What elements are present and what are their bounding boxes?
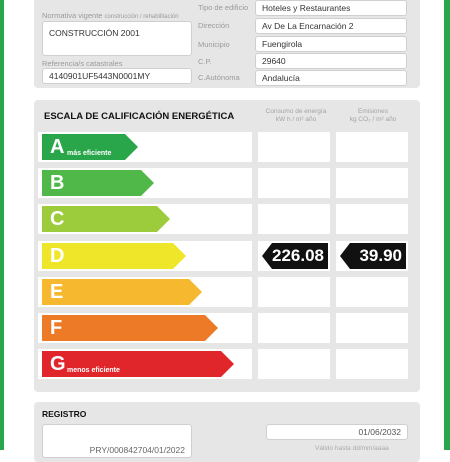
consumo-header [258,108,334,124]
registro-number-field [42,424,192,458]
registro-date-value: 01/06/2032 [358,427,401,437]
emisiones-cell-c [336,204,408,234]
energy-letter-g: G [50,353,66,375]
energy-arrow-a [42,134,138,160]
scale-title: ESCALA DE CALIFICACIÓN ENERGÉTICA [44,111,235,122]
energy-row-f [38,313,252,343]
emisiones-header [336,108,410,124]
registro-date-field [266,424,408,440]
cp-value: 29640 [262,56,286,66]
cp-field [255,53,407,69]
normativa-value: CONSTRUCCIÓN 2001 [49,28,140,38]
normativa-sublabel: construcción / rehabilitación [104,14,179,20]
validez-label: Válido hasta dd/mm/aaaa [315,445,389,452]
direccion-field [255,18,407,34]
energy-sublabel-a: más eficiente [67,150,112,157]
referencia-label: Referencia/s catastrales [42,59,123,68]
consumo-cell-e [258,277,330,307]
energy-row-g [38,349,252,379]
tipo-field [255,0,407,16]
energy-letter-c: C [50,208,65,230]
energy-letter-d: D [50,245,65,267]
energy-arrow-d [42,243,186,269]
municipio-label: Municipio [198,40,230,49]
energy-row-e [38,277,252,307]
energy-letter-e: E [50,281,64,303]
consumo-cell-d [258,241,330,271]
consumo-rating-value: 226.08 [272,246,324,265]
ca-label: C.Autónoma [198,73,240,82]
consumo-cell-a [258,132,330,162]
emisiones-rating-value: 39.90 [359,246,402,265]
ca-field [255,70,407,86]
energy-sublabel-g: menos eficiente [67,367,120,374]
municipio-value: Fuengirola [262,39,303,49]
consumo-cell-c [258,204,330,234]
emisiones-header-line2: kg CO₂ / m² año [349,116,397,123]
emisiones-rating-tag [340,243,406,269]
energy-arrow-c [42,206,170,232]
emisiones-cell-d [336,241,408,271]
energy-arrow-b [42,170,154,196]
emisiones-cell-f [336,313,408,343]
registro-number-value: PRY/000842704/01/2022 [89,445,185,455]
normativa-field [42,21,192,56]
consumo-header-line1: Consumo de energía [265,108,327,115]
referencia-field [42,68,192,84]
direccion-value: Av De La Encarnación 2 [262,21,354,31]
consumo-cell-f [258,313,330,343]
energy-row-c [38,204,252,234]
cp-label: C.P. [198,57,212,66]
energy-arrow-g [42,351,234,377]
energy-arrow-f [42,315,218,341]
tipo-label: Tipo de edificio [198,3,249,12]
energy-row-a [38,132,252,162]
emisiones-cell-a [336,132,408,162]
consumo-cell-b [258,168,330,198]
emisiones-header-line1: Emisiones [358,108,388,115]
consumo-cell-g [258,349,330,379]
normativa-label: Normativa vigente construcción / rehabilitación [42,11,179,20]
energy-letter-f: F [50,317,63,339]
referencia-value: 4140901UF5443N0001MY [49,71,151,81]
emisiones-cell-e [336,277,408,307]
emisiones-cell-b [336,168,408,198]
energy-row-d [38,241,252,271]
energy-row-b [38,168,252,198]
tipo-value: Hoteles y Restaurantes [262,3,351,13]
ca-value: Andalucía [262,73,300,83]
emisiones-cell-g [336,349,408,379]
registro-title: REGISTRO [42,409,87,419]
consumo-rating-tag [262,243,328,269]
consumo-header-line2: kW h / m² año [275,116,317,123]
energy-letter-b: B [50,172,65,194]
energy-arrow-e [42,279,202,305]
municipio-field [255,36,407,52]
energy-letter-a: A [50,136,65,158]
direccion-label: Dirección [198,21,230,30]
